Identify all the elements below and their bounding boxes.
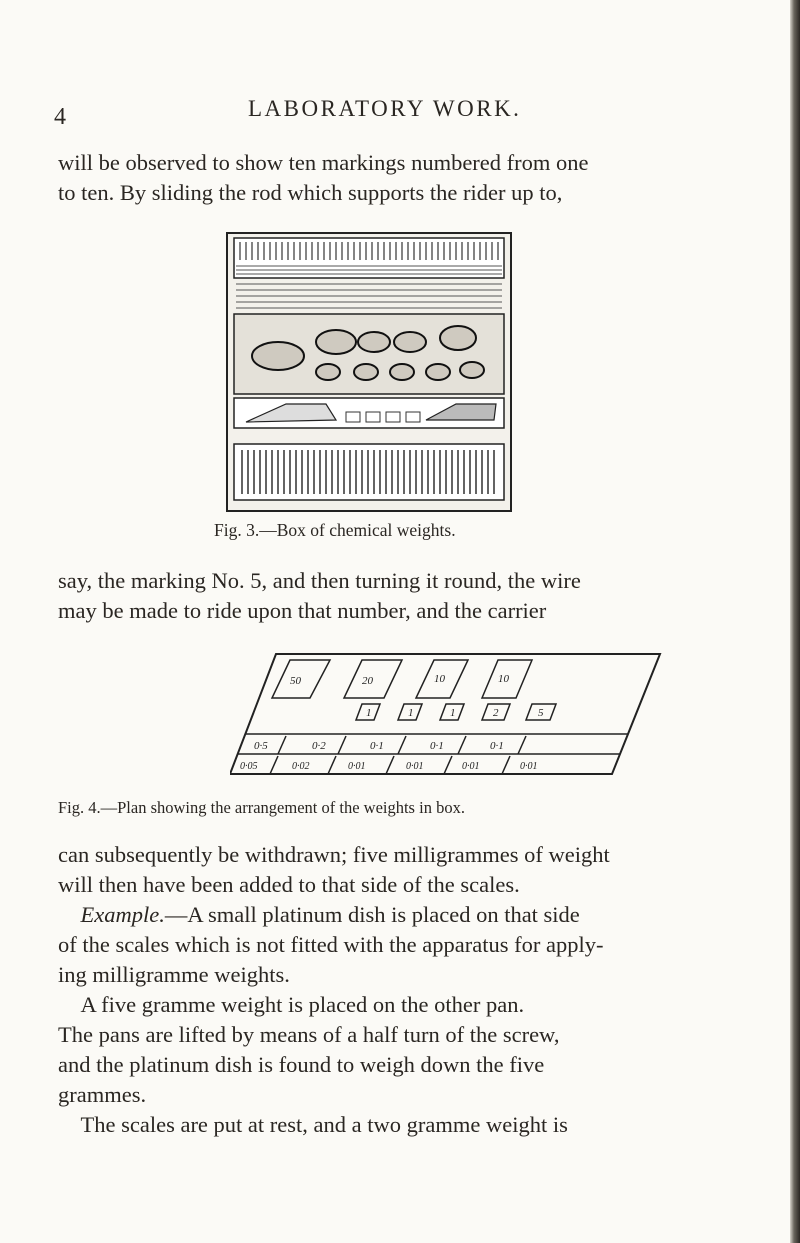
figure-3-caption: Fig. 3.—Box of chemical weights. — [214, 520, 456, 540]
paragraph-2 — [58, 566, 748, 626]
weight-label: 1 — [450, 707, 456, 719]
weight-label: 0·1 — [490, 740, 504, 752]
text-line: The pans are lifted by means of a half turn of the screw, — [58, 1022, 560, 1047]
weight-label: 0·1 — [430, 740, 444, 752]
weight-label: 5 — [538, 707, 544, 719]
text-line: grammes. — [58, 1082, 147, 1107]
text-line: can subsequently be withdrawn; five milligrammes of weight — [58, 842, 610, 867]
text-line — [58, 900, 748, 930]
example-label: Example. — [80, 902, 165, 927]
weight-label: 0·05 — [240, 761, 258, 772]
weight-label: 10 — [434, 673, 445, 685]
page-header — [0, 96, 800, 130]
paragraph-3 — [58, 840, 748, 900]
paragraph-1 — [58, 148, 748, 208]
paragraph-6 — [58, 1110, 748, 1140]
text-line: and the platinum dish is found to weigh down the five — [58, 1052, 545, 1077]
text-line: will be observed to show ten markings numbered from one — [58, 150, 589, 175]
weight-label: 0·5 — [254, 740, 268, 752]
weight-label: 0·02 — [292, 761, 310, 772]
weight-label: 0·1 — [370, 740, 384, 752]
weight-label: 20 — [362, 675, 373, 687]
weight-label: 1 — [366, 707, 372, 719]
text-line: ing milligramme weights. — [58, 962, 290, 987]
page-number: 4 — [54, 104, 66, 130]
text-line: say, the marking No. 5, and then turning it round, the wire — [58, 568, 581, 593]
running-head: LABORATORY WORK. — [248, 96, 522, 121]
weights-plan-diagram — [230, 652, 662, 778]
paragraph-4 — [58, 900, 748, 990]
weight-label: 50 — [290, 675, 301, 687]
weight-label: 0·01 — [462, 761, 480, 772]
text-line: to ten. By sliding the rod which supports the rider up to, — [58, 180, 563, 205]
text-fragment: A five gramme weight is placed on the other pan. — [80, 992, 525, 1017]
weight-label: 0·01 — [348, 761, 366, 772]
weight-label: 0·01 — [406, 761, 424, 772]
text-fragment: The scales are put at rest, and a two gramme weight is — [80, 1112, 568, 1137]
text-fragment: —A small platinum dish is placed on that side — [164, 902, 580, 927]
text-line: will then have been added to that side of the scales. — [58, 872, 520, 897]
weights-box-illustration — [226, 232, 512, 512]
text-line — [58, 1110, 748, 1140]
weight-label: 10 — [498, 673, 509, 685]
paragraph-5 — [58, 990, 748, 1110]
weight-label: 2 — [493, 707, 499, 719]
figure-4-caption: Fig. 4.—Plan showing the arrangement of the weights in box. — [58, 798, 465, 817]
page-edge-shadow — [790, 0, 800, 1243]
weight-label: 0·01 — [520, 761, 538, 772]
weight-label: 0·2 — [312, 740, 326, 752]
text-line — [58, 990, 748, 1020]
text-line: of the scales which is not fitted with the apparatus for apply- — [58, 932, 604, 957]
text-line: may be made to ride upon that number, and the carrier — [58, 598, 547, 623]
weight-label: 1 — [408, 707, 414, 719]
